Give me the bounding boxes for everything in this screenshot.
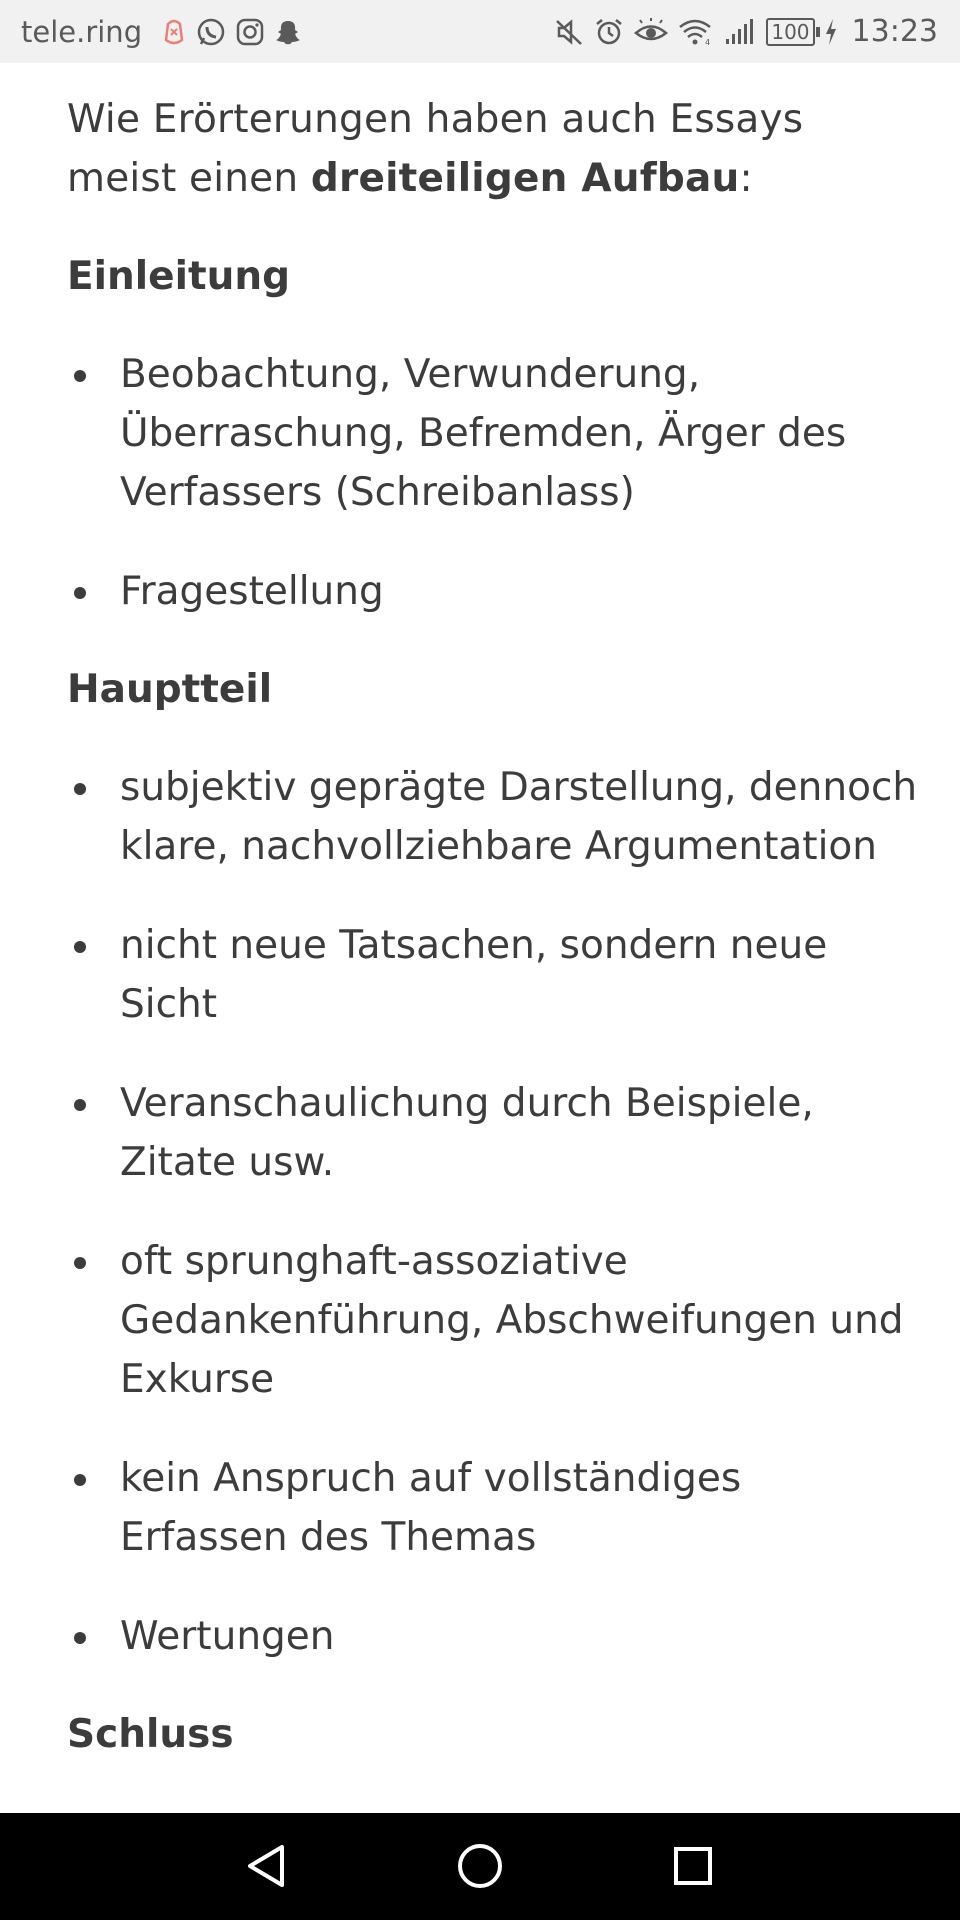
section-title-hauptteil: Hauptteil: [67, 667, 273, 712]
hauptteil-list: [67, 758, 920, 1666]
list-item: kein Anspruch auf vollständiges Erfassen des Themas: [67, 1449, 920, 1567]
list-item: oft sprunghaft-assoziative Gedankenführung, Abschweifungen und Exkurse: [67, 1232, 920, 1409]
list-item: Fragestellung: [67, 562, 920, 621]
list-item: subjektiv geprägte Darstellung, dennoch klare, nachvollziehbare Argumentation: [67, 758, 920, 876]
eye-comfort-icon: [634, 18, 668, 46]
intro-paragraph: [67, 90, 920, 208]
instagram-icon: [236, 18, 264, 46]
wifi-icon: [678, 18, 714, 46]
status-bar-right: [554, 14, 938, 49]
alarm-icon: [594, 17, 624, 47]
carrier-name: tele.ring: [21, 14, 143, 49]
status-bar-left: [21, 15, 302, 49]
intro-text: Wie Erörterungen haben auch Essays meist einen: [67, 97, 804, 201]
app-notification-icon: [162, 18, 186, 46]
navigation-bar: [0, 1813, 960, 1920]
signal-icon: [724, 19, 756, 45]
list-item: nicht neue Tatsachen, sondern neue Sicht: [67, 916, 920, 1034]
list-item: Beobachtung, Verwunderung, Überraschung, Befremden, Ärger des Verfassers (Schreibanlass): [67, 345, 920, 522]
list-item: Veranschaulichung durch Beispiele, Zitate usw.: [67, 1074, 920, 1192]
list-item: Wertungen: [67, 1607, 920, 1666]
snapchat-icon: [274, 18, 302, 46]
mute-icon: [554, 17, 584, 47]
charging-icon: [824, 18, 838, 46]
intro-bold-text: dreiteiligen Aufbau: [310, 156, 740, 201]
whatsapp-icon: [196, 17, 226, 47]
battery-level: 100: [766, 18, 814, 46]
svg-text:4: 4: [705, 37, 711, 46]
section-title-einleitung: Einleitung: [67, 254, 291, 299]
article-content[interactable]: [0, 63, 960, 1813]
battery-icon: [766, 18, 819, 46]
einleitung-list: [67, 345, 920, 621]
back-icon[interactable]: [232, 1831, 302, 1901]
home-icon[interactable]: [445, 1831, 515, 1901]
section-title-schluss: Schluss: [67, 1712, 234, 1757]
recent-apps-icon[interactable]: [658, 1831, 728, 1901]
status-bar: [0, 0, 960, 63]
clock: 13:23: [851, 14, 938, 49]
intro-suffix: :: [739, 156, 753, 201]
